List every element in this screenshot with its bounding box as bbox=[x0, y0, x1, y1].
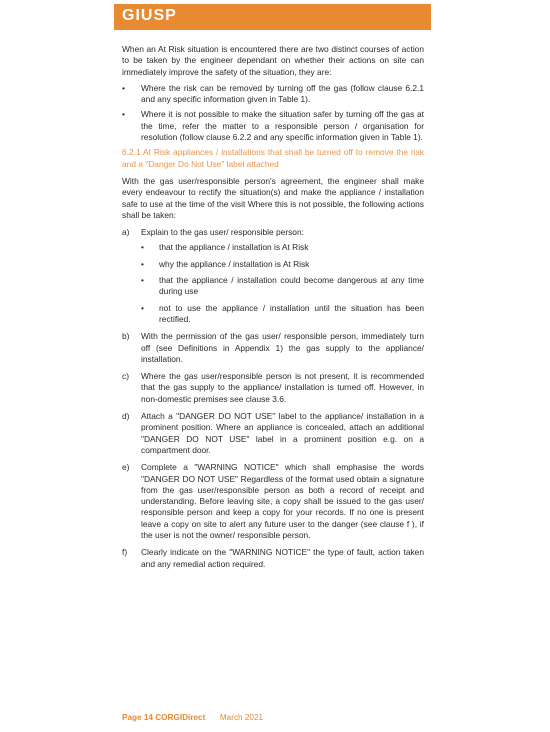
list-item bbox=[122, 109, 424, 143]
bullet-icon: • bbox=[141, 302, 144, 313]
step-f bbox=[122, 547, 424, 570]
list-item-text: Where it is not possible to make the situation safer by turning off the gas at the time, refer the matter to a responsible person / organisation for resolution (follow clause 6.2.2 and any specific information given in Table 1). bbox=[141, 109, 424, 143]
header-bar bbox=[114, 4, 431, 30]
document-body bbox=[122, 44, 424, 576]
section-heading: 6.2.1 At Risk appliances / installations that shall be turned off to remove the risk and a "Danger Do Not Use" label attached bbox=[122, 147, 424, 169]
header-title: GIUSP bbox=[122, 7, 177, 24]
bullet-icon: • bbox=[141, 275, 144, 286]
bullet-icon: • bbox=[122, 82, 125, 93]
step-label: e) bbox=[122, 462, 130, 473]
step-text: Clearly indicate on the "WARNING NOTICE" the type of fault, action taken and any remedial action required. bbox=[141, 547, 424, 569]
step-b bbox=[122, 331, 424, 365]
step-text: Explain to the gas user/ responsible person: bbox=[141, 227, 304, 238]
procedure-paragraph: With the gas user/responsible person's agreement, the engineer shall make every endeavour to rectify the situation(s) and make the appliance / installation safe to use at the time of the visit Where this is not possible, the following actions shall be taken: bbox=[122, 175, 424, 220]
bullet-icon: • bbox=[122, 109, 125, 120]
page-label: Page bbox=[122, 713, 142, 722]
step-label: c) bbox=[122, 371, 129, 382]
step-text: Complete a "WARNING NOTICE" which shall emphasise the words "DANGER DO NOT USE" Regardless of the format used obtain a signature from the gas user/responsible person as both a record of receipt and understanding. Before leaving site, a copy shall be issued to the gas user/ responsible person and keep a copy for your records. If no one is present leave a copy on site to alert any future user to the danger (see clause f ), if the user is not the owner/ responsible person. bbox=[141, 462, 424, 540]
list-item-text: not to use the appliance / installation until the situation has been rectified. bbox=[159, 302, 424, 324]
step-text: Where the gas user/responsible person is not present, it is recommended that the gas supply to the appliance/ installation is turned off. However, in non-domestic premises see clause 3.6. bbox=[141, 371, 424, 404]
explain-list bbox=[141, 242, 424, 325]
procedure-steps bbox=[122, 227, 424, 570]
page-number: 14 bbox=[143, 713, 153, 722]
list-item bbox=[141, 259, 424, 270]
list-item bbox=[122, 83, 424, 106]
list-item bbox=[141, 303, 424, 326]
step-text: Attach a "DANGER DO NOT USE" label to the appliance/ installation in a prominent position. Where an appliance is concealed, attach an additional "DANGER DO NOT USE" label in a prominent position e.g. on a compartment door. bbox=[141, 411, 424, 455]
list-item bbox=[141, 242, 424, 253]
list-item-text: that the appliance / installation is At Risk bbox=[159, 242, 309, 253]
step-label: d) bbox=[122, 411, 130, 422]
step-label: b) bbox=[122, 331, 130, 342]
step-label: f) bbox=[122, 547, 128, 558]
bullet-icon: • bbox=[141, 258, 144, 269]
publication-date: March 2021 bbox=[219, 713, 264, 722]
action-course-list bbox=[122, 83, 424, 143]
list-item-text: why the appliance / installation is At Risk bbox=[159, 258, 310, 269]
bullet-icon: • bbox=[141, 242, 144, 253]
list-item-text: Where the risk can be removed by turning off the gas (follow clause 6.2.1 and any specific information given in Table 1). bbox=[141, 82, 424, 105]
list-item bbox=[141, 275, 424, 298]
list-item-text: that the appliance / installation could become dangerous at any time during use bbox=[159, 275, 424, 297]
step-e bbox=[122, 462, 424, 541]
step-a bbox=[122, 227, 424, 325]
page-footer bbox=[122, 713, 263, 722]
publisher-name: CORGIDirect bbox=[155, 713, 206, 722]
step-text: With the permission of the gas user/ responsible person, immediately turn off (see Definitions in Appendix 1) the gas supply to the appliance/ installation. bbox=[141, 331, 424, 364]
step-c bbox=[122, 371, 424, 405]
step-d bbox=[122, 411, 424, 456]
intro-paragraph: When an At Risk situation is encountered there are two distinct courses of action to be taken by the engineer dependant on whether their actions on site can immediately improve the safety of the situation, they are: bbox=[122, 44, 424, 77]
step-label: a) bbox=[122, 227, 130, 238]
